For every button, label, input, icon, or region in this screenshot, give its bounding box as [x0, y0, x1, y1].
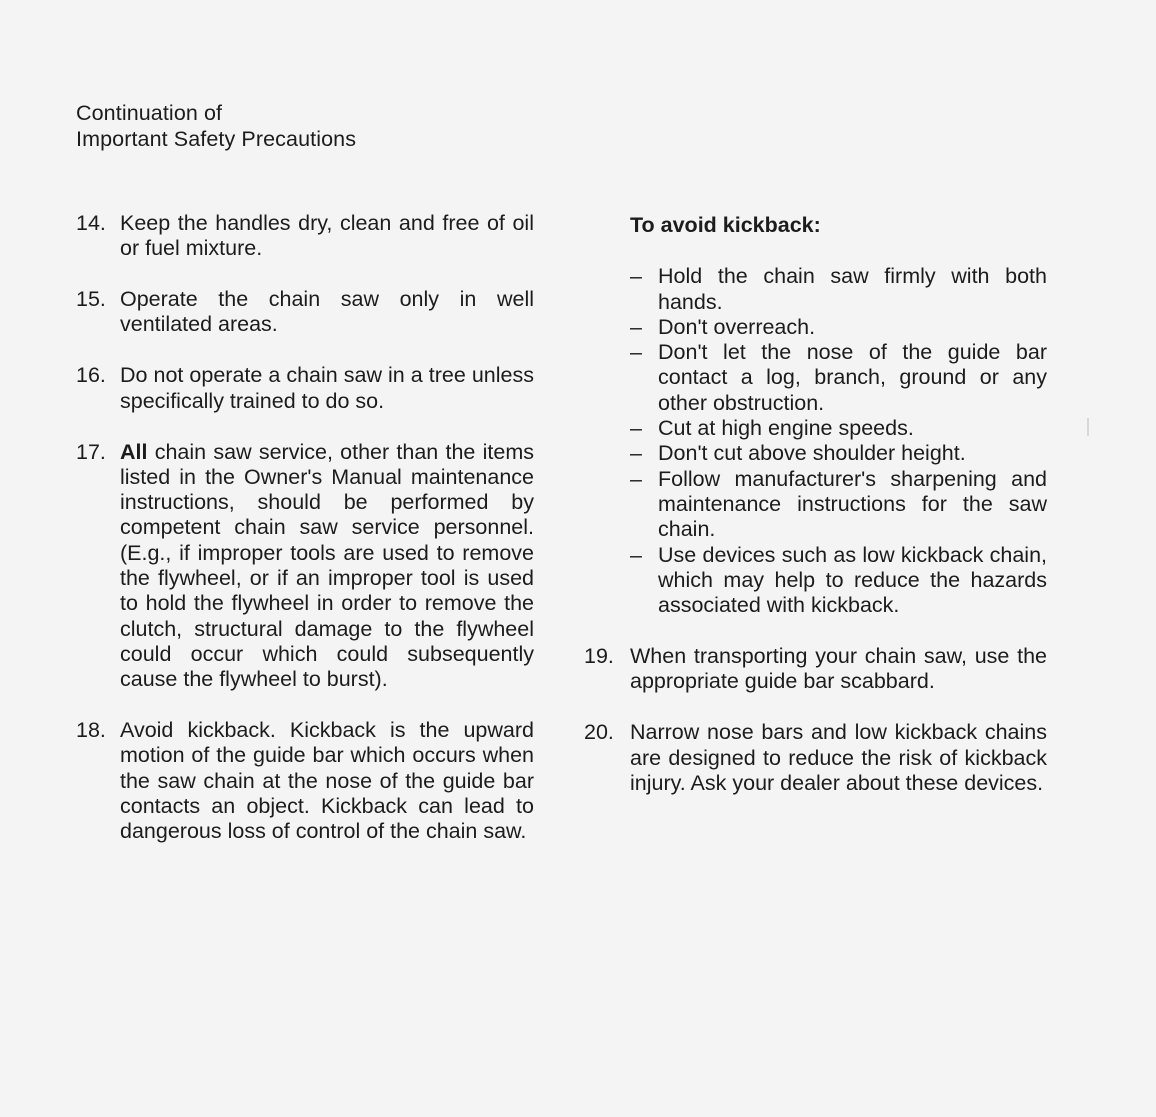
item-text: Operate the chain saw only in well ventilated areas. — [120, 287, 534, 337]
item-text — [120, 440, 534, 693]
bullet-text: Hold the chain saw firmly with both hands. — [658, 264, 1047, 314]
item-bold-lead: All — [120, 439, 148, 464]
item-text: When transporting your chain saw, use the appropriate guide bar scabbard. — [630, 644, 1047, 694]
left-column — [76, 211, 534, 845]
item-number: 14. — [76, 211, 106, 235]
dash-icon: – — [630, 542, 642, 567]
heading-line-1: Continuation of — [76, 101, 223, 125]
kickback-bullet-list — [630, 264, 1047, 618]
item-text: Avoid kickback. Kickback is the upward motion of the guide bar which occurs when the saw chain at the nose of the guide bar contacts an object. Kickback can lead to dangerous loss of control of the chain saw. — [120, 718, 534, 844]
list-item-19 — [584, 644, 1047, 695]
item-number: 17. — [76, 439, 106, 464]
right-numbered-list — [584, 644, 1047, 796]
list-item-14 — [76, 211, 534, 262]
bullet-item — [630, 543, 1047, 619]
bullet-text: Use devices such as low kickback chain, which may help to reduce the hazards associated with kickback. — [658, 542, 1047, 618]
bullet-item — [630, 416, 1047, 441]
item-number: 19. — [584, 644, 614, 669]
dash-icon: – — [630, 264, 642, 289]
item-number: 18. — [76, 718, 106, 743]
list-item-17 — [76, 440, 534, 693]
dash-icon: – — [630, 466, 642, 491]
bullet-text: Don't let the nose of the guide bar contact a log, branch, ground or any other obstruction. — [658, 340, 1047, 415]
item-number: 20. — [584, 720, 614, 745]
bullet-item — [630, 315, 1047, 340]
heading-line-2: Important Safety Precautions — [76, 126, 357, 151]
bullet-text: Don't overreach. — [658, 314, 816, 339]
bullet-text: Follow manufacturer's sharpening and maintenance instructions for the saw chain. — [658, 466, 1047, 542]
bullet-item — [630, 340, 1047, 416]
list-item-15 — [76, 287, 534, 338]
bullet-text: Cut at high engine speeds. — [658, 416, 914, 441]
list-item-20 — [584, 720, 1047, 796]
item-text: Do not operate a chain saw in a tree unless specifically trained to do so. — [120, 363, 534, 413]
page-heading — [76, 101, 496, 152]
item-number: 15. — [76, 287, 106, 312]
item-number: 16. — [76, 363, 106, 388]
right-column — [584, 211, 1047, 796]
dash-icon: – — [630, 314, 642, 339]
dash-icon: – — [630, 416, 642, 441]
list-item-18 — [76, 718, 534, 844]
item-text: Narrow nose bars and low kickback chains are designed to reduce the risk of kickback injury. Ask your dealer about these devices. — [630, 720, 1047, 795]
dash-icon: – — [630, 441, 642, 466]
item-text-body: chain saw service, other than the items listed in the Owner's Manual maintenance instructions, should be performed by competent chain saw service personnel. (E.g., if improper tools are used to remove the flywheel, or if an improper tool is used to hold the flywheel in order to remove the clutch, structural damage to the flywheel could occur which could subsequently cause the flywheel to burst). — [120, 439, 534, 692]
bullet-item — [630, 264, 1047, 315]
dash-icon: – — [630, 340, 642, 365]
kickback-title: To avoid kickback: — [630, 213, 821, 237]
bullet-item — [630, 467, 1047, 543]
bullet-item — [630, 441, 1047, 466]
item-text: Keep the handles dry, clean and free of oil or fuel mixture. — [120, 211, 534, 261]
list-item-16 — [76, 363, 534, 414]
bullet-text: Don't cut above shoulder height. — [658, 441, 966, 466]
scan-mark — [1087, 418, 1089, 436]
